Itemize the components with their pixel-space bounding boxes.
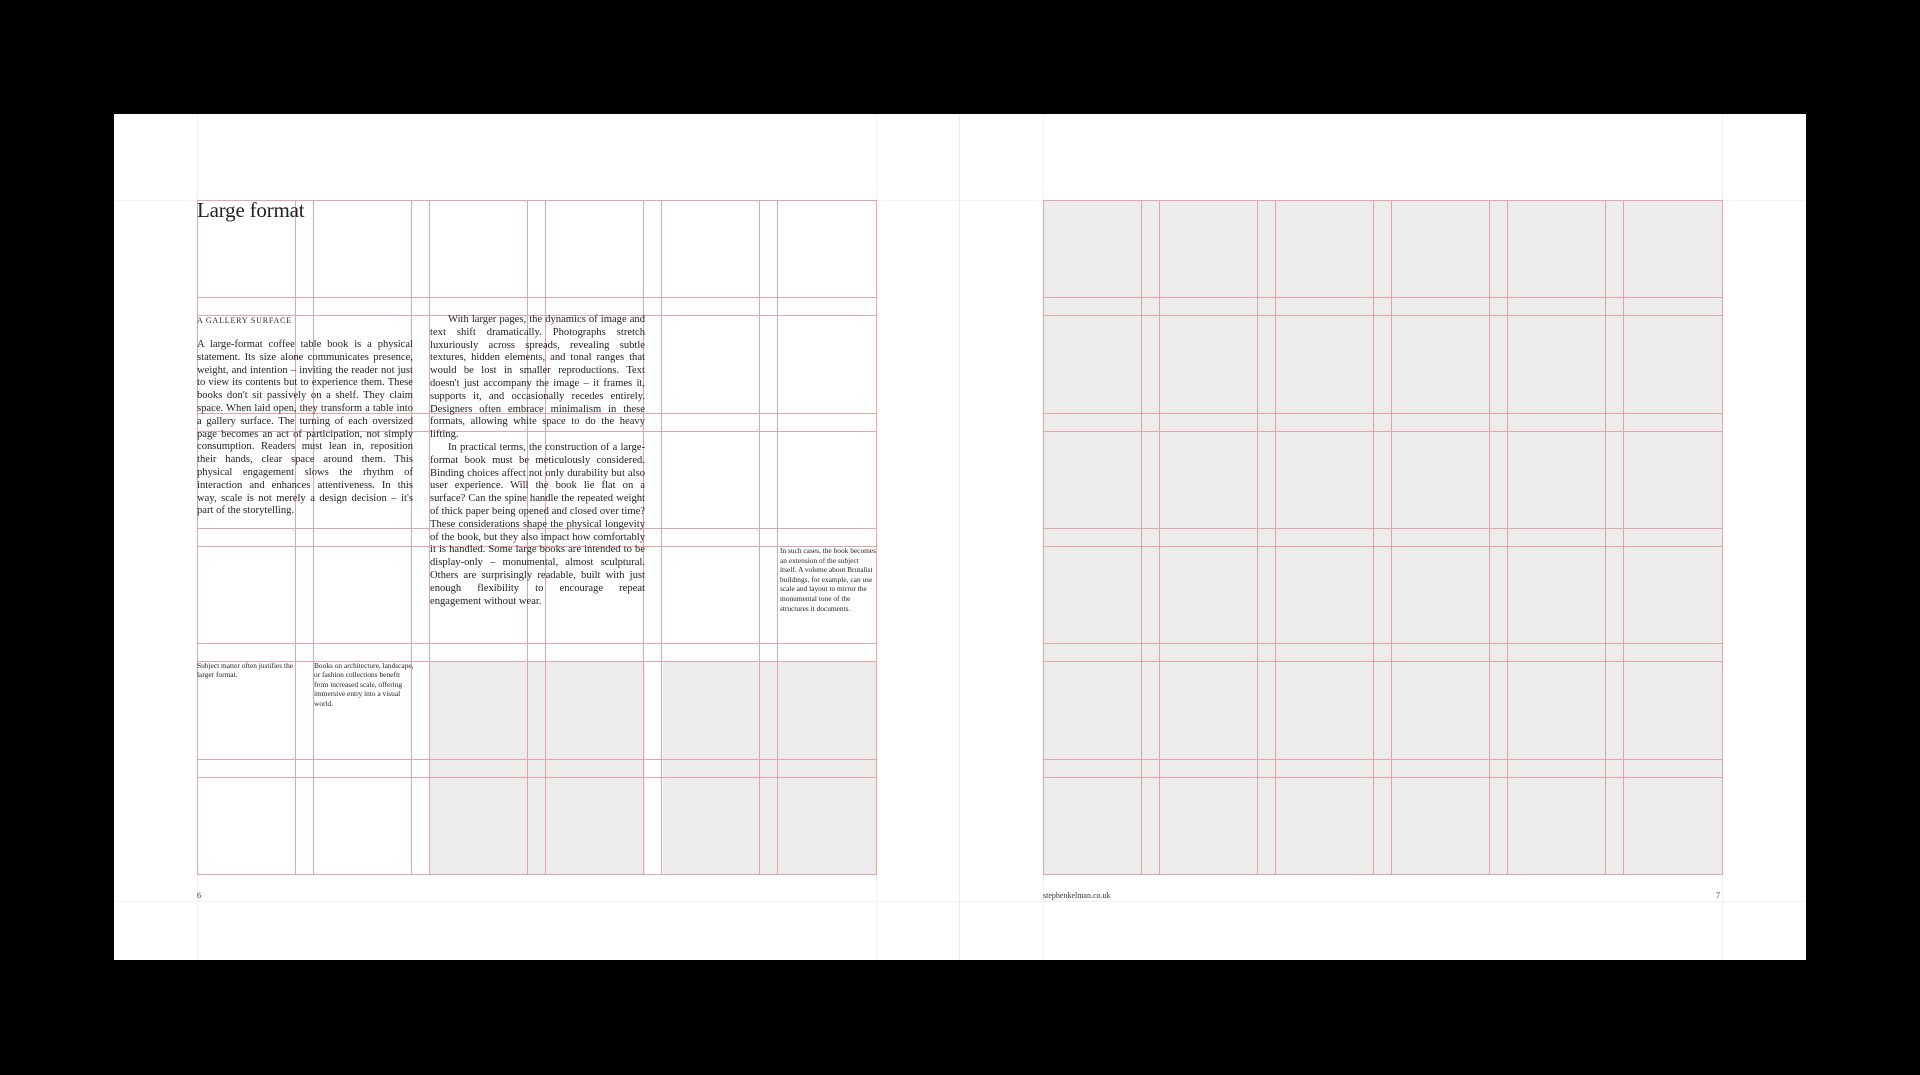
body-text-column-2 <box>430 314 645 608</box>
bleed-guide <box>114 901 960 902</box>
body-paragraph: In practical terms, the construction of a large-format book must be meticulously considered. Binding choices affect not only durability but also user experience. Will the book lie flat on a surface? Can the spine handle the repeated weight of thick paper being opened and closed over time? These considerations shape the physical longevity of the book, but they also impact how comfortably it is handled. Some large books are intended to be display-only – monumental, almost sculptural. Others are surprisingly readable, built with just enough flexibility to encourage repeat engagement without wear. <box>430 441 645 607</box>
book-spread <box>114 114 1806 960</box>
layout-grid <box>197 200 877 875</box>
sidenote: In such cases, the book becomes an extension of the subject itself. A volume about Brutalist buildings, for example, can use scale and layout to mirror the monumental tone of the structures it documents. <box>780 546 877 613</box>
page-title: Large format <box>197 198 305 222</box>
right-page <box>960 114 1806 960</box>
folio-left: 6 <box>197 891 201 900</box>
caption-note: Books on architecture, landscape, or fashion collections benefit from increased scale, offering immersive entry into a visual world. <box>314 661 414 708</box>
bleed-guide <box>960 901 1806 902</box>
body-text-column-1: A large-format coffee table book is a physical statement. Its size alone communicates presence, weight, and intention – inviting the reader not just to view its contents but to experience them. These books don't sit passively on a shelf. They claim space. When laid open, they transform a table into a gallery surface. The turning of each oversized page becomes an act of participation, not simply consumption. Readers must lean in, reposition their hands, clear space around them. This physical engagement slows the rhythm of interaction and enhances attentiveness. In this way, scale is not merely a design decision – it's part of the storytelling. <box>197 339 413 517</box>
running-foot: stephenkelman.co.uk <box>1043 891 1111 900</box>
margin-frame <box>1043 200 1723 875</box>
section-eyebrow: A GALLERY SURFACE <box>197 316 292 325</box>
folio-right: 7 <box>1716 891 1720 900</box>
layout-grid <box>1043 200 1723 875</box>
caption-note: Subject matter often justifies the larger format. <box>197 661 294 680</box>
body-paragraph: With larger pages, the dynamics of image and text shift dramatically. Photographs stretch luxuriously across spreads, revealing subtle textures, hidden elements, and tonal ranges that would be lost in smaller reproductions. Text doesn't just accompany the image – it frames it, supports it, and occasionally recedes entirely. Designers often embrace minimalism in these formats, allowing white space to do the heavy lifting. <box>430 314 645 441</box>
left-page <box>114 114 960 960</box>
